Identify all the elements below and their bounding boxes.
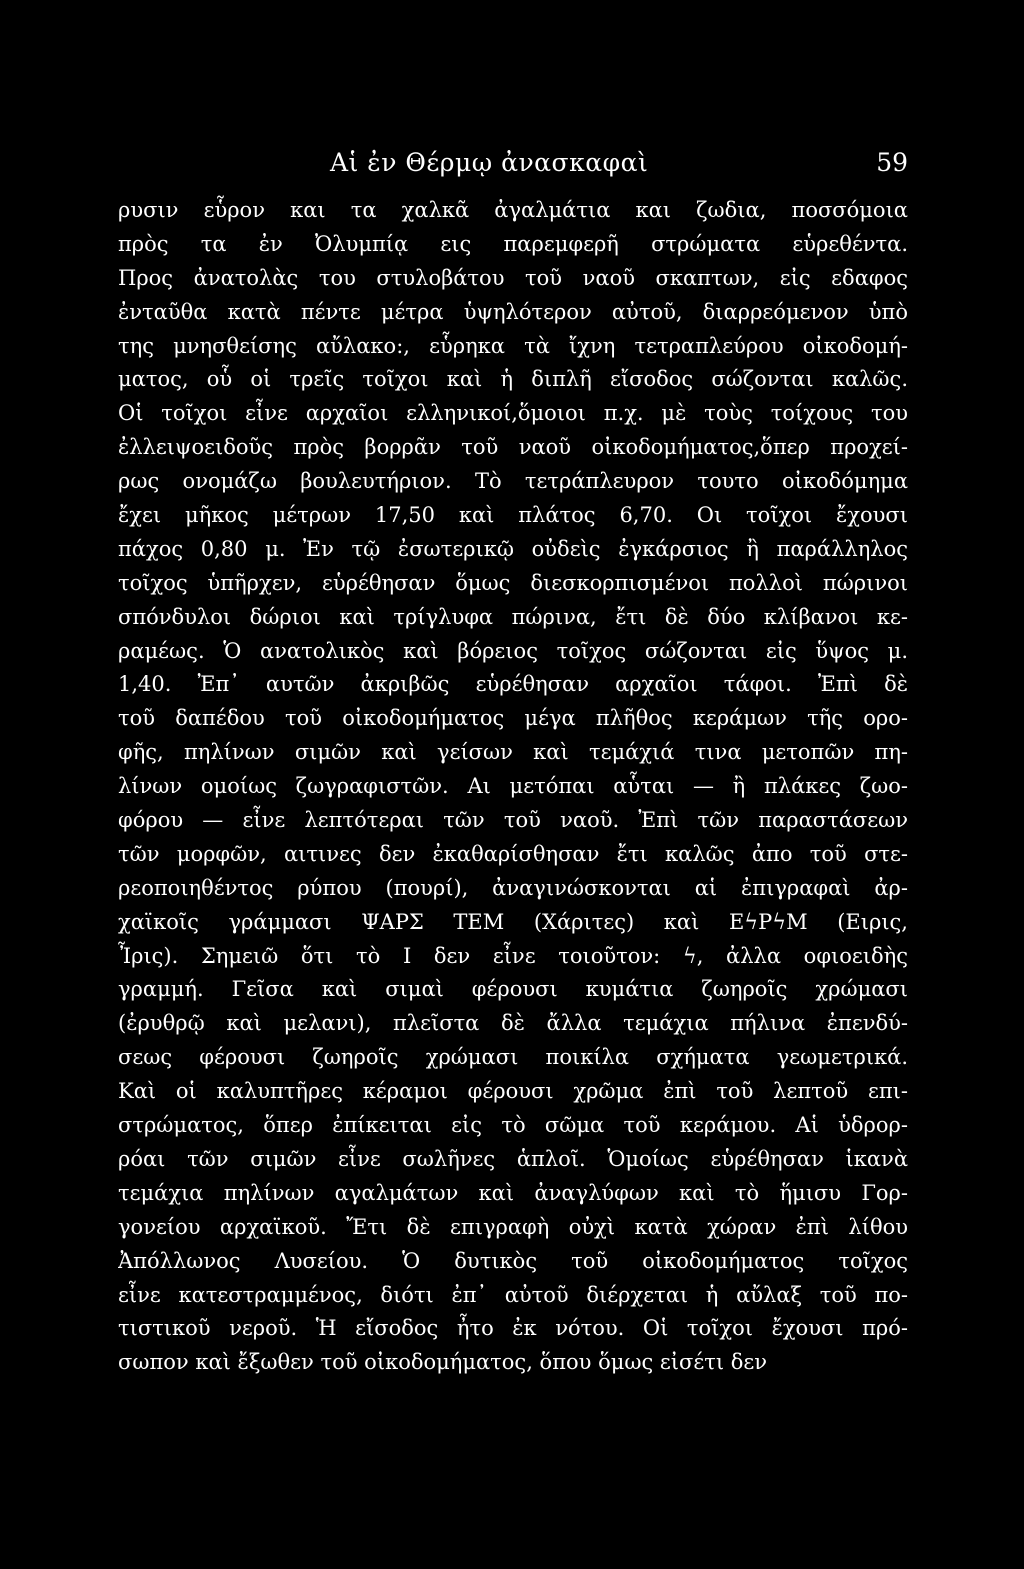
text-line: τιστικοῦ νεροῦ. Ἡ εἴσοδος ἦτο ἐκ νότου. Οἱ τοῖχοι ἔχουσι πρό-: [118, 1316, 908, 1341]
text-line: ματος, οὗ οἱ τρεῖς τοῖχοι καὶ ἡ διπλῆ εἴσοδος σώζονται καλῶς.: [118, 367, 908, 392]
text-line: Ἶρις). Σημειῶ ὅτι τὸ Ι δεν εἶνε τοιοῦτον: ϟ, ἀλλα οφιοειδὴς: [118, 943, 908, 968]
text-line: λίνων ομοίως ζωγραφιστῶν. Αι μετόπαι αὗται — ἢ πλάκες ζωο-: [118, 774, 908, 799]
text-line: ρόαι τῶν σιμῶν εἶνε σωλῆνες ἁπλοῖ. Ὁμοίως εὑρέθησαν ἱκανὰ: [118, 1146, 908, 1171]
text-line: πρὸς τα ἐν Ὀλυμπίᾳ εις παρεμφερῆ στρώματα εὑρεθέντα.: [118, 231, 908, 256]
text-line: Προς ἀνατολὰς του στυλοβάτου τοῦ ναοῦ σκαπτων, εἰς εδαφος: [118, 265, 908, 290]
text-line: τῶν μορφῶν, αιτινες δεν ἐκαθαρίσθησαν ἔτι καλῶς ἀπο τοῦ στε-: [118, 841, 908, 866]
text-line: χαϊκοῖς γράμμασι ΨΑΡΣ ΤΕΜ (Χάριτες) καὶ ΕϟΡϟΜ (Ειρις,: [118, 909, 908, 934]
text-line: ρεοποιηθέντος ρύπου (πουρί), ἀναγινώσκονται αἱ ἐπιγραφαὶ ἀρ-: [118, 875, 908, 900]
text-line: (ἐρυθρῷ καὶ μελανι), πλεῖστα δὲ ἄλλα τεμάχια πήλινα ἐπενδύ-: [118, 1011, 908, 1036]
text-line: γονείου αρχαϊκοῦ. Ἔτι δὲ επιγραφὴ οὐχὶ κατὰ χώραν ἐπὶ λίθου: [118, 1214, 908, 1239]
text-line: ραμέως. Ὁ ανατολικὸς καὶ βόρειος τοῖχος σώζονται εἰς ὕψος μ.: [118, 638, 908, 663]
text-line: Οἱ τοῖχοι εἶνε αρχαῖοι ελληνικοί,ὅμοιοι π.χ. μὲ τοὺς τοίχους του: [118, 401, 908, 426]
page-header: [118, 148, 908, 184]
text-line: τοῖχος ὑπῆρχεν, εὑρέθησαν ὅμως διεσκορπισμένοι πολλοὶ πώρινοι: [118, 570, 908, 595]
text-line: στρώματος, ὅπερ ἐπίκειται εἰς τὸ σῶμα τοῦ κεράμου. Αἱ ὑδρορ-: [118, 1113, 908, 1138]
text-line: ἔχει μῆκος μέτρων 17,50 καὶ πλάτος 6,70. Οι τοῖχοι ἔχουσι: [118, 503, 908, 528]
text-line: σπόνδυλοι δώριοι καὶ τρίγλυφα πώρινα, ἔτι δὲ δύο κλίβανοι κε-: [118, 604, 908, 629]
text-line: ρυσιν εὗρον και τα χαλκᾶ ἀγαλμάτια και ζωδια, ποσσόμοια: [118, 198, 908, 222]
text-line: ρως ονομάζω βουλευτήριον. Τὸ τετράπλευρον τουτο οἰκοδόμημα: [118, 469, 908, 494]
text-line: της μνησθείσης αὔλακο:, εὗρηκα τὰ ἴχνη τετραπλεύρου οἰκοδομή-: [118, 333, 908, 358]
text-line: ἐνταῦθα κατὰ πέντε μέτρα ὑψηλότερον αὐτοῦ, διαρρεόμενον ὑπὸ: [118, 299, 908, 324]
text-line: τοῦ δαπέδου τοῦ οἰκοδομήματος μέγα πλῆθος κεράμων τῆς ορο-: [118, 706, 908, 731]
text-line: πάχος 0,80 μ. Ἐν τῷ ἐσωτερικῷ οὐδεὶς ἐγκάρσιος ἢ παράλληλος: [118, 536, 908, 561]
running-title: Αἱ ἐν Θέρμῳ ἀνασκαφαὶ: [330, 148, 649, 177]
text-line: 1,40. Ἐπ᾽ αυτῶν ἀκριβῶς εὑρέθησαν αρχαῖοι τάφοι. Ἐπὶ δὲ: [118, 672, 908, 697]
text-line: σεως φέρουσι ζωηροῖς χρώμασι ποικίλα σχήματα γεωμετρικά.: [118, 1045, 908, 1070]
text-line: φόρου — εἶνε λεπτότεραι τῶν τοῦ ναοῦ. Ἐπὶ τῶν παραστάσεων: [118, 808, 908, 833]
text-line: γραμμή. Γεῖσα καὶ σιμαὶ φέρουσι κυμάτια ζωηροῖς χρώμασι: [118, 977, 908, 1002]
text-line: ἐλλειψοειδοῦς πρὸς βορρᾶν τοῦ ναοῦ οἰκοδομήματος,ὅπερ προχεί-: [118, 435, 908, 460]
page-number: 59: [876, 148, 908, 177]
text-line: Ἀπόλλωνος Λυσείου. Ὁ δυτικὸς τοῦ οἰκοδομήματος τοῖχος: [118, 1248, 908, 1273]
text-line: Καὶ οἱ καλυπτῆρες κέραμοι φέρουσι χρῶμα ἐπὶ τοῦ λεπτοῦ επι-: [118, 1079, 908, 1104]
body-text: [118, 194, 908, 1380]
text-line: εἶνε κατεστραμμένος, διότι ἐπ᾽ αὐτοῦ διέρχεται ἡ αὔλαξ τοῦ πο-: [118, 1282, 908, 1307]
text-line: φῆς, πηλίνων σιμῶν καὶ γείσων καὶ τεμάχιά τινα μετοπῶν πη-: [118, 740, 908, 765]
text-line: σωπον καὶ ἔξωθεν τοῦ οἰκοδομήματος, ὅπου ὅμως εἰσέτι δεν: [118, 1350, 768, 1375]
text-line: τεμάχια πηλίνων αγαλμάτων καὶ ἀναγλύφων καὶ τὸ ἥμισυ Γορ-: [118, 1180, 908, 1205]
